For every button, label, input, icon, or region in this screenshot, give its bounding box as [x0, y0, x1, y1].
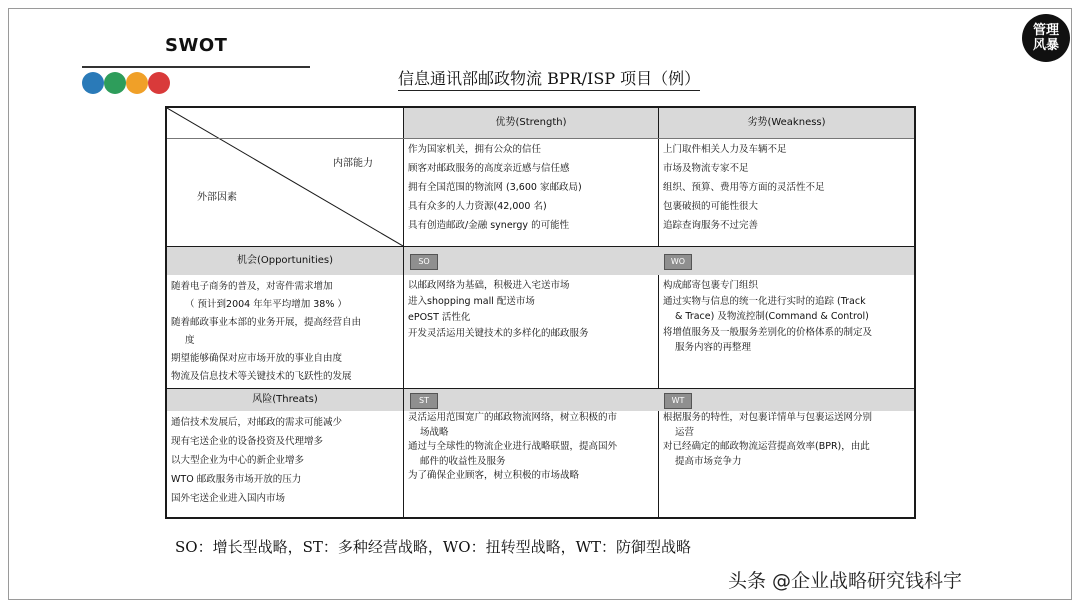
main-title: 信息通讯部邮政物流 BPR/ISP 项目（例） [398, 66, 700, 91]
list-item: 提高市场竞争力 [675, 455, 742, 467]
wo-strategies [663, 278, 872, 356]
list-item: 服务内容的再整理 [675, 342, 752, 353]
dot-green [104, 72, 126, 94]
list-item: （ 预计到2004 年年平均增加 38% ） [185, 299, 347, 310]
wt-strategies [663, 411, 872, 469]
watermark: 头条 @企业战略研究钱科宇 [728, 570, 963, 592]
list-item: 构成邮寄包裹专门组织 [663, 280, 759, 291]
list-item: 以大型企业为中心的新企业增多 [171, 455, 305, 466]
swot-matrix [165, 106, 916, 519]
threats-header: 风险(Threats) [167, 389, 403, 411]
corner-diagonal [167, 108, 403, 246]
list-item: WTO 邮政服务市场开放的压力 [171, 474, 302, 485]
list-item: 邮件的收益性及服务 [420, 455, 506, 467]
list-item: 追踪查询服务不过完善 [663, 220, 759, 231]
list-item: 开发灵活运用关键技术的多样化的邮政服务 [408, 328, 589, 339]
list-item: 为了确保企业顾客，树立积极的市场战略 [408, 470, 580, 481]
list-item: 具有众多的人力资源(42,000 名) [408, 201, 547, 212]
list-item: 灵活运用范围宽广的邮政物流网络，树立积极的市 [408, 412, 618, 423]
opportunities-list [171, 278, 361, 386]
section-title: SWOT [165, 35, 228, 56]
logo-line2: 风暴 [1032, 38, 1059, 53]
list-item: 随着邮政事业本部的业务开展，提高经营自由 [171, 317, 362, 328]
logo-line1: 管理 [1032, 23, 1059, 38]
so-tag: SO [410, 254, 438, 270]
threats-list [171, 413, 342, 508]
strategy-legend: SO：增长型战略，ST：多种经营战略，WO：扭转型战略，WT：防御型战略 [175, 538, 691, 556]
st-tag: ST [410, 393, 438, 409]
list-item: ePOST 活性化 [408, 312, 471, 323]
list-item: 对已经确定的邮政物流运营提高效率(BPR)，由此 [663, 441, 870, 452]
list-item: 随着电子商务的普及，对寄件需求增加 [171, 281, 333, 292]
list-item: 通过实物与信息的统一化进行实时的追踪 (Track [663, 295, 866, 307]
dot-blue [82, 72, 104, 94]
list-item: 场战略 [420, 426, 449, 438]
grid-vline-1 [403, 108, 404, 517]
list-item: 运营 [675, 426, 695, 438]
st-strategies [408, 411, 617, 484]
header-separator [167, 138, 914, 139]
list-item: 市场及物流专家不足 [663, 163, 749, 174]
list-item: 拥有全国范围的物流网 (3,600 家邮政局) [408, 182, 582, 193]
list-item: 上门取件相关人力及车辆不足 [663, 144, 787, 155]
list-item: 通过与全球性的物流企业进行战略联盟，提高国外 [408, 441, 618, 452]
opportunities-header: 机会(Opportunities) [167, 247, 403, 275]
list-item: 将增值服务及一般服务差别化的价格体系的制定及 [663, 326, 873, 338]
list-item: 度 [185, 335, 195, 346]
list-item: 期望能够确保对应市场开放的事业自由度 [171, 353, 343, 364]
list-item: 包裹破损的可能性很大 [663, 201, 759, 212]
list-item: 通信技术发展后，对邮政的需求可能减少 [171, 417, 343, 428]
list-item: 作为国家机关，拥有公众的信任 [408, 144, 542, 155]
corner-external-label: 外部因素 [197, 192, 237, 203]
list-item: 物流及信息技术等关键技术的飞跃性的发展 [171, 371, 352, 382]
st-wt-band [404, 389, 914, 411]
so-wo-band [404, 247, 914, 275]
brand-logo [1022, 14, 1070, 62]
grid-vline-2 [658, 108, 659, 517]
dot-orange [126, 72, 148, 94]
corner-internal-label: 内部能力 [333, 158, 373, 169]
list-item: 具有创造邮政/金融 synergy 的可能性 [408, 220, 570, 231]
list-item: 现有宅送企业的设备投资及代理增多 [171, 436, 324, 447]
list-item: & Trace) 及物流控制(Command & Control) [675, 311, 869, 322]
list-item: 进入shopping mall 配送市场 [408, 296, 535, 307]
dot-red [148, 72, 170, 94]
title-underline [82, 66, 310, 68]
weakness-list [663, 140, 825, 235]
strength-list [408, 140, 582, 235]
weakness-header: 劣势(Weakness) [659, 108, 914, 138]
wo-tag: WO [664, 254, 692, 270]
wt-tag: WT [664, 393, 692, 409]
list-item: 国外宅送企业进入国内市场 [171, 493, 286, 504]
list-item: 根据服务的特性，对包裹详情单与包裹运送网分别 [663, 412, 873, 423]
list-item: 组织、预算、费用等方面的灵活性不足 [663, 182, 825, 193]
list-item: 顾客对邮政服务的高度亲近感与信任感 [408, 163, 570, 174]
so-strategies [408, 278, 589, 342]
list-item: 以邮政网络为基础，积极进入宅送市场 [408, 280, 570, 291]
strength-header: 优势(Strength) [404, 108, 658, 138]
